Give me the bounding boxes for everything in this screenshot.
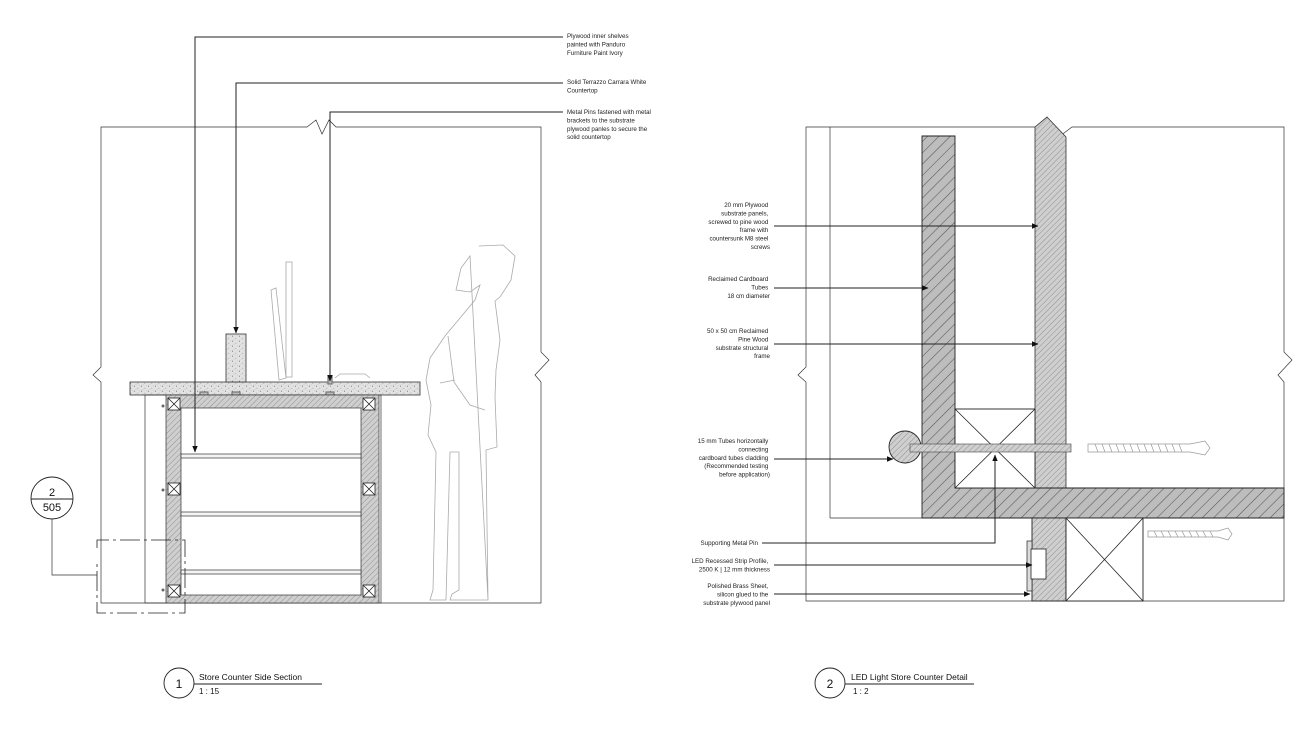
countertop [130,382,420,395]
note-brass-sheet: Polished Brass Sheet, silicon glued to the substrate plywood panel [703,583,770,607]
note-plywood-shelves: Plywood inner shelves painted with Panduro Furniture Paint Ivory [567,33,629,57]
view-scale-1: 1 : 15 [199,687,220,696]
note-terrazzo-countertop: Solid Terrazzo Carrara White Countertop [567,79,647,95]
counter-carcass [145,395,381,603]
note-15mm-tubes: 15 mm Tubes horizontally connecting cardboard tubes cladding (Recommended testing before application) [697,438,770,479]
plywood-panel-vertical [1035,117,1066,488]
person-silhouette [426,245,515,600]
view-number-1: 1 [175,677,183,691]
callout-tag-bottom: 505 [42,502,62,514]
terrazzo-block [226,334,246,382]
view-title-1: Store Counter Side Section [199,672,303,682]
connector-rod [910,444,1071,452]
detail-callout-tag [31,477,73,519]
view-scale-2: 1 : 2 [853,687,869,696]
detail-view [692,117,1292,698]
note-supporting-pin: Supporting Metal Pin [700,540,758,547]
view-title-detail [815,668,974,698]
led-strip-profile [1031,549,1046,579]
note-led-strip: LED Recessed Strip Profile, 2500 K | 12 mm thickness [691,558,770,574]
view-number-2: 2 [826,677,834,691]
note-plywood-panels: 20 mm Plywood substrate panels, screwed to pine wood frame with countersunk M8 steel screws [708,202,770,251]
lower-pine-frame [1066,518,1143,601]
callout-tag-top: 2 [48,487,56,499]
note-metal-pins: Metal Pins fastened with metal brackets to the substrate plywood panles to secure the solid countertop [567,109,651,142]
monitor [271,262,370,380]
note-pine-frame: 50 x 50 cm Reclaimed Pine Wood substrate structural frame [707,328,770,361]
view-title-2: LED Light Store Counter Detail [851,672,968,682]
note-cardboard-tubes: Reclaimed Cardboard Tubes 18 cm diameter [708,276,770,300]
view-title-section [164,668,322,698]
section-view [31,33,653,698]
